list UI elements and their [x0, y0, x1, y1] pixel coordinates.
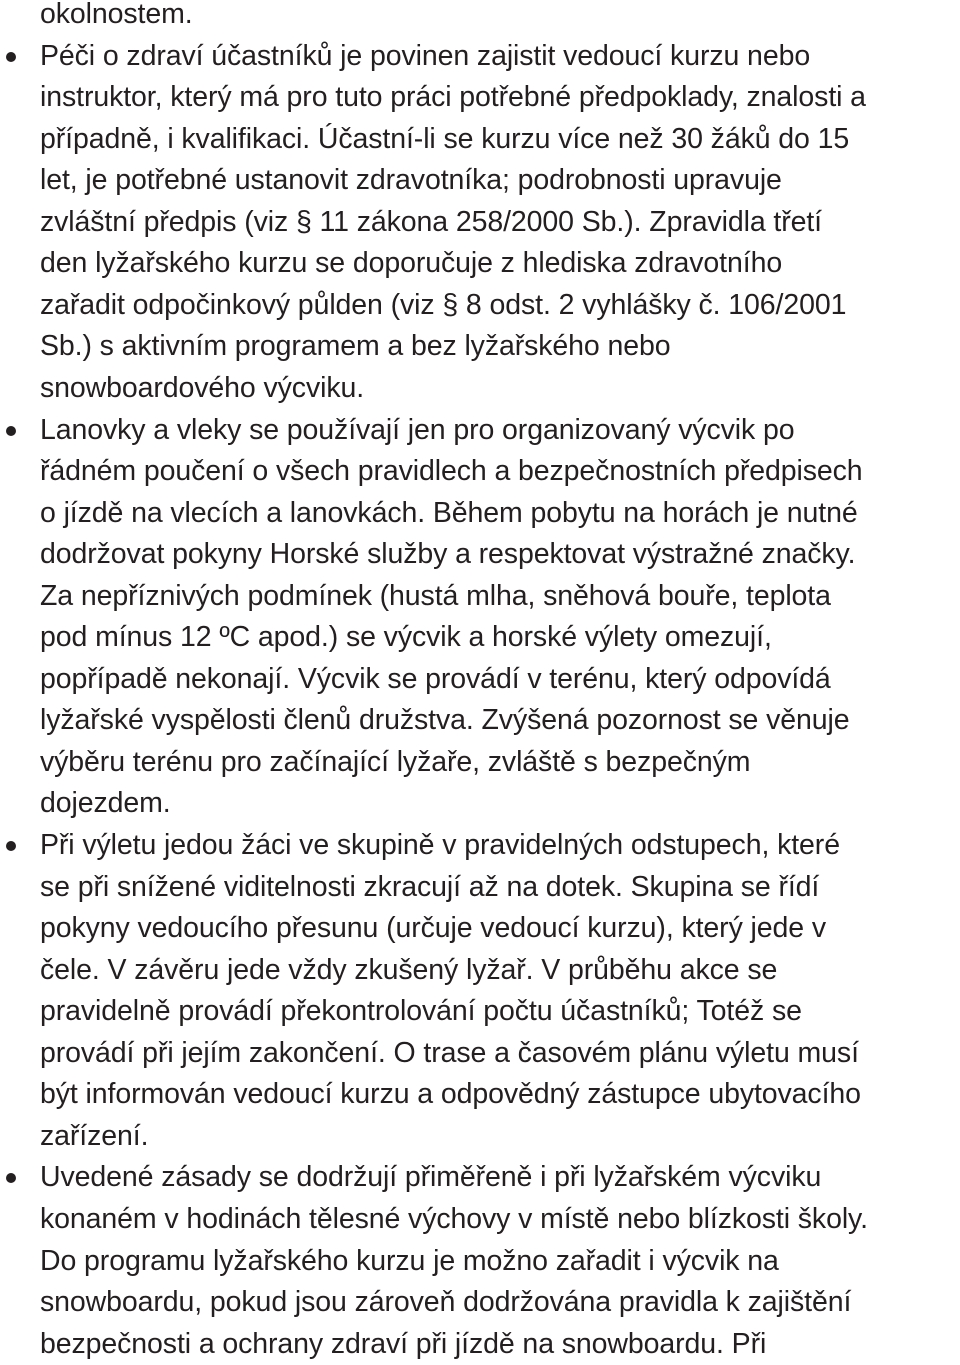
text-line: případně, i kvalifikaci. Účastní-li se kurzu více než 30 žáků do 15 — [40, 122, 850, 155]
text-line: provádí při jejím zakončení. O trase a časovém plánu výletu musí — [40, 1036, 859, 1069]
text-line: pravidelně provádí překontrolování počtu účastníků; Totéž se — [40, 995, 802, 1028]
text-line: den lyžařského kurzu se doporučuje z hlediska zdravotního — [40, 247, 783, 280]
text-line: popřípadě nekonají. Výcvik se provádí v terénu, který odpovídá — [40, 662, 831, 695]
text-line: dojezdem. — [40, 787, 171, 820]
text-line: být informován vedoucí kurzu a odpovědný zástupce ubytovacího — [40, 1078, 861, 1111]
text-line: snowboardového výcviku. — [40, 371, 365, 404]
text-line: Lanovky a vleky se používají jen pro organizovaný výcvik po — [40, 413, 795, 446]
text-line: snowboardu, pokud jsou zároveň dodržována pravidla k zajištění — [40, 1286, 852, 1319]
text-line: o jízdě na vlecích a lanovkách. Během pobytu na horách je nutné — [40, 496, 858, 529]
text-line: Sb.) s aktivním programem a bez lyžařského nebo — [40, 330, 671, 363]
text-line: instruktor, který má pro tuto práci potřebné předpoklady, znalosti a — [40, 81, 866, 114]
text-line: dodržovat pokyny Horské služby a respektovat výstražné značky. — [40, 538, 856, 571]
text-line: Při výletu jedou žáci ve skupině v pravidelných odstupech, které — [40, 829, 840, 861]
text-line: zařadit odpočinkový půlden (viz § 8 odst. 2 vyhlášky č. 106/2001 — [40, 288, 847, 321]
text-line: Péči o zdraví účastníků je povinen zajistit vedoucí kurzu nebo — [40, 39, 811, 72]
text-line: výběru terénu pro začínající lyžaře, zvláště s bezpečným — [40, 745, 751, 778]
text-line: Uvedené zásady se dodržují přiměřeně i při lyžařském výcviku — [40, 1161, 822, 1194]
bullet-icon — [6, 841, 16, 851]
text-line: lyžařské vyspělosti členů družstva. Zvýšená pozornost se věnuje — [40, 704, 850, 737]
text-line: zvláštní předpis (viz § 11 zákona 258/2000 Sb.). Zpravidla třetí — [40, 205, 822, 238]
text-line: bezpečnosti a ochrany zdraví při jízdě na snowboardu. Při — [40, 1327, 767, 1360]
text-line: okolnostem. — [40, 0, 193, 30]
text-line: řádném poučení o všech pravidlech a bezpečnostních předpisech — [40, 455, 863, 488]
text-line: se při snížené viditelnosti zkracují až na dotek. Skupina se řídí — [40, 870, 820, 903]
text-line: zařízení. — [40, 1119, 149, 1152]
bullet-icon — [6, 52, 16, 62]
text-line: čele. V závěru jede vždy zkušený lyžař. V průběhu akce se — [40, 953, 778, 986]
text-line: pod mínus 12 ºC apod.) se výcvik a horské výlety omezují, — [40, 621, 772, 654]
text-line: Za nepříznivých podmínek (hustá mlha, sněhová bouře, teplota — [40, 579, 831, 612]
text-line: Do programu lyžařského kurzu je možno zařadit i výcvik na — [40, 1244, 779, 1277]
bullet-icon — [6, 1173, 16, 1183]
text-line: let, je potřebné ustanovit zdravotníka; podrobnosti upravuje — [40, 164, 782, 197]
bullet-icon — [6, 426, 16, 436]
text-line: konaném v hodinách tělesné výchovy v místě nebo blízkosti školy. — [40, 1202, 868, 1235]
text-line: pokyny vedoucího přesunu (určuje vedoucí kurzu), který jede v — [40, 912, 826, 945]
